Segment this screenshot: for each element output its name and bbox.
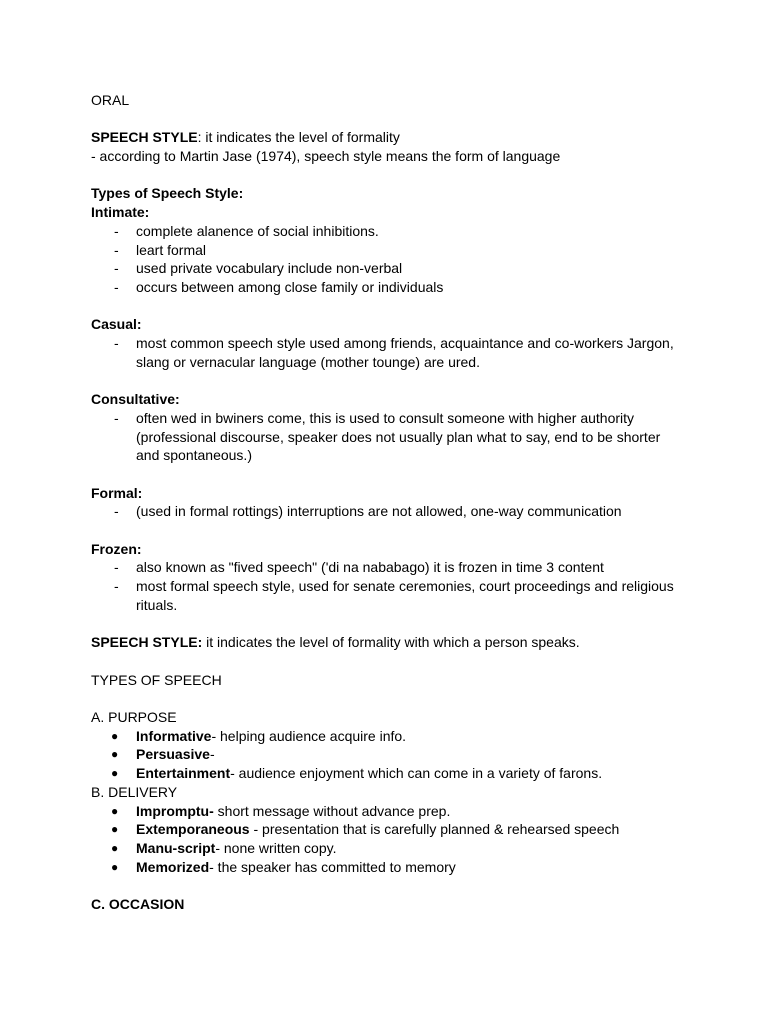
list-item: ● Persuasive- <box>111 746 215 763</box>
list-item: - used private vocabulary include non-verbal <box>114 260 403 277</box>
speech-style-label: SPEECH STYLE: <box>91 634 203 651</box>
dash-marker: - <box>114 559 119 576</box>
types-heading: Types of Speech Style: <box>91 185 244 202</box>
speech-style-note: - according to Martin Jase (1974), speech style means the form of language <box>91 148 561 165</box>
dash-marker: - <box>114 578 119 595</box>
list-item: - occurs between among close family or individuals <box>114 279 444 295</box>
speech-style-label: SPEECH STYLE <box>91 129 198 146</box>
dash-marker: - <box>114 409 119 426</box>
types-of-speech-heading: TYPES OF SPEECH <box>91 671 222 688</box>
speech-style-text: : it indicates the level of formality <box>197 129 400 146</box>
purpose-heading: A. PURPOSE <box>91 709 177 726</box>
delivery-heading: B. DELIVERY <box>91 783 178 800</box>
list-item: ● Entertainment- audience enjoyment which can come in a variety of farons. <box>111 765 603 782</box>
list-item: - complete alanence of social inhibitions. <box>114 222 379 239</box>
dash-marker: - <box>114 279 119 295</box>
occasion-heading: C. OCCASION <box>91 896 185 913</box>
list-item: ● Informative- helping audience acquire info. <box>111 727 407 744</box>
dash-marker: - <box>114 241 119 258</box>
bullet-marker: ● <box>111 822 119 837</box>
bullet-marker: ● <box>111 840 119 855</box>
document-content <box>91 91 681 914</box>
list-item: - most formal speech style, used for senate ceremonies, court proceedings and religious rituals. <box>114 578 674 613</box>
delivery-list <box>91 802 681 877</box>
list-item: - leart formal <box>114 241 207 258</box>
intimate-heading: Intimate: <box>91 204 150 221</box>
casual-list <box>91 334 681 371</box>
purpose-list <box>91 727 681 783</box>
speech-style-summary: SPEECH STYLE: it indicates the level of formality with which a person speaks. <box>91 634 580 651</box>
dash-marker: - <box>114 335 119 352</box>
intimate-list <box>91 222 681 297</box>
casual-heading: Casual: <box>91 316 142 333</box>
list-item: - (used in formal rottings) interruptions are not allowed, one-way communication <box>114 503 622 520</box>
bullet-marker: ● <box>111 747 119 762</box>
list-item: ● Impromptu- short message without advance prep. <box>111 802 451 819</box>
list-item: ● Manu-script- none written copy. <box>111 839 337 856</box>
bullet-marker: ● <box>111 766 119 781</box>
list-item: - also known as "fived speech" ('di na nababago) it is frozen in time 3 content <box>114 559 604 576</box>
dash-marker: - <box>114 222 119 239</box>
list-item: - often wed in bwiners come, this is used to consult someone with higher authority (professional discourse, speaker does not usually plan what to say, end to be shorter and spontaneous.) <box>114 409 661 464</box>
bullet-marker: ● <box>111 803 119 818</box>
bullet-marker: ● <box>111 859 119 874</box>
list-item: - most common speech style used among friends, acquaintance and co-workers Jargon, slang or vernacular language (mother tounge) are ured. <box>114 335 674 370</box>
bullet-marker: ● <box>111 728 119 743</box>
frozen-list <box>91 558 681 614</box>
speech-style-definition <box>91 128 681 147</box>
consultative-list <box>91 409 681 465</box>
frozen-heading: Frozen: <box>91 540 142 557</box>
consultative-heading: Consultative: <box>91 391 180 408</box>
dash-marker: - <box>114 260 119 277</box>
list-item: ● Memorized- the speaker has committed to memory <box>111 858 456 875</box>
dash-marker: - <box>114 503 119 520</box>
formal-list <box>91 502 681 521</box>
list-item: ● Extemporaneous - presentation that is carefully planned & rehearsed speech <box>111 821 620 838</box>
formal-heading: Formal: <box>91 484 143 501</box>
document-title: ORAL <box>91 92 130 108</box>
